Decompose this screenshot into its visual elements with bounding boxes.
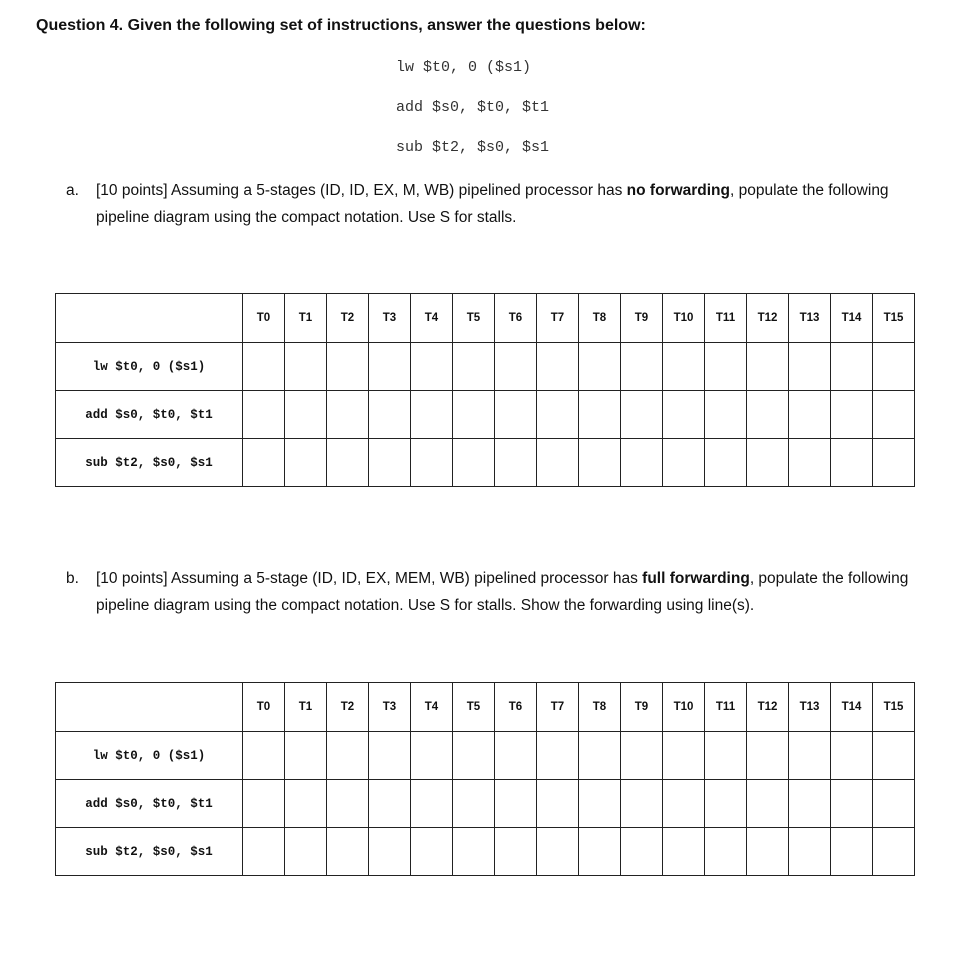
corner-cell <box>56 294 243 343</box>
pipeline-cell[interactable] <box>873 343 915 391</box>
instruction-1: lw $t0, 0 ($s1) <box>396 59 532 76</box>
instruction-label: sub $t2, $s0, $s1 <box>56 828 243 876</box>
pipeline-cell[interactable] <box>663 732 705 780</box>
time-header: T12 <box>747 683 789 732</box>
time-header: T12 <box>747 294 789 343</box>
pipeline-cell[interactable] <box>285 439 327 487</box>
pipeline-cell[interactable] <box>789 391 831 439</box>
pipeline-cell[interactable] <box>747 343 789 391</box>
pipeline-cell[interactable] <box>747 439 789 487</box>
pipeline-cell[interactable] <box>579 828 621 876</box>
time-header: T7 <box>537 294 579 343</box>
time-header: T15 <box>873 683 915 732</box>
pipeline-cell[interactable] <box>495 343 537 391</box>
pipeline-cell[interactable] <box>285 780 327 828</box>
time-header: T1 <box>285 683 327 732</box>
pipeline-cell[interactable] <box>243 391 285 439</box>
time-header: T3 <box>369 294 411 343</box>
pipeline-cell[interactable] <box>831 439 873 487</box>
pipeline-cell[interactable] <box>831 732 873 780</box>
pipeline-cell[interactable] <box>369 391 411 439</box>
part-b-bold: full forwarding <box>642 570 750 587</box>
time-header: T9 <box>621 683 663 732</box>
pipeline-cell[interactable] <box>705 343 747 391</box>
question-title: Question 4. Given the following set of instructions, answer the questions below: <box>36 17 646 34</box>
pipeline-cell[interactable] <box>537 343 579 391</box>
time-header: T10 <box>663 294 705 343</box>
pipeline-cell[interactable] <box>453 780 495 828</box>
pipeline-cell[interactable] <box>705 828 747 876</box>
pipeline-cell[interactable] <box>537 439 579 487</box>
pipeline-cell[interactable] <box>789 343 831 391</box>
pipeline-cell[interactable] <box>621 343 663 391</box>
pipeline-cell[interactable] <box>453 439 495 487</box>
pipeline-cell[interactable] <box>621 732 663 780</box>
pipeline-cell[interactable] <box>873 828 915 876</box>
table-row <box>56 391 915 439</box>
time-header: T13 <box>789 294 831 343</box>
instruction-label: add $s0, $t0, $t1 <box>56 391 243 439</box>
pipeline-cell[interactable] <box>747 732 789 780</box>
pipeline-cell[interactable] <box>243 732 285 780</box>
pipeline-cell[interactable] <box>831 780 873 828</box>
pipeline-cell[interactable] <box>831 391 873 439</box>
pipeline-cell[interactable] <box>663 391 705 439</box>
part-b-question <box>66 565 926 625</box>
time-header: T10 <box>663 683 705 732</box>
instruction-label: add $s0, $t0, $t1 <box>56 780 243 828</box>
pipeline-cell[interactable] <box>411 780 453 828</box>
pipeline-cell[interactable] <box>453 828 495 876</box>
time-header: T15 <box>873 294 915 343</box>
pipeline-cell[interactable] <box>411 343 453 391</box>
part-b-label: b. <box>66 570 79 587</box>
pipeline-cell[interactable] <box>789 732 831 780</box>
time-header: T0 <box>243 294 285 343</box>
pipeline-cell[interactable] <box>285 732 327 780</box>
pipeline-cell[interactable] <box>789 439 831 487</box>
part-b-text-end: , populate the following pipeline diagram using the compact notation. Use S for stalls. Show the forwarding using line(s). <box>96 570 909 614</box>
pipeline-cell[interactable] <box>537 828 579 876</box>
pipeline-cell[interactable] <box>579 439 621 487</box>
pipeline-cell[interactable] <box>243 780 285 828</box>
table-row <box>56 780 915 828</box>
pipeline-cell[interactable] <box>453 391 495 439</box>
time-header: T9 <box>621 294 663 343</box>
pipeline-cell[interactable] <box>411 732 453 780</box>
table-row <box>56 828 915 876</box>
time-header: T6 <box>495 683 537 732</box>
time-header: T8 <box>579 294 621 343</box>
pipeline-cell[interactable] <box>831 828 873 876</box>
time-header: T14 <box>831 294 873 343</box>
pipeline-cell[interactable] <box>495 780 537 828</box>
pipeline-cell[interactable] <box>873 439 915 487</box>
part-a-question <box>66 177 926 237</box>
pipeline-cell[interactable] <box>243 343 285 391</box>
time-header: T13 <box>789 683 831 732</box>
pipeline-cell[interactable] <box>579 391 621 439</box>
time-header: T0 <box>243 683 285 732</box>
time-header: T5 <box>453 294 495 343</box>
pipeline-cell[interactable] <box>747 780 789 828</box>
instruction-label: sub $t2, $s0, $s1 <box>56 439 243 487</box>
pipeline-cell[interactable] <box>621 780 663 828</box>
pipeline-cell[interactable] <box>285 343 327 391</box>
pipeline-cell[interactable] <box>369 780 411 828</box>
pipeline-cell[interactable] <box>453 343 495 391</box>
pipeline-cell[interactable] <box>663 343 705 391</box>
pipeline-cell[interactable] <box>621 391 663 439</box>
instruction-label: lw $t0, 0 ($s1) <box>56 343 243 391</box>
time-header: T14 <box>831 683 873 732</box>
time-header: T6 <box>495 294 537 343</box>
time-header: T11 <box>705 294 747 343</box>
pipeline-cell[interactable] <box>873 780 915 828</box>
pipeline-cell[interactable] <box>579 732 621 780</box>
pipeline-cell[interactable] <box>411 828 453 876</box>
pipeline-cell[interactable] <box>285 391 327 439</box>
pipeline-cell[interactable] <box>747 391 789 439</box>
time-header: T8 <box>579 683 621 732</box>
pipeline-table-b <box>55 682 915 876</box>
pipeline-cell[interactable] <box>327 732 369 780</box>
pipeline-cell[interactable] <box>453 732 495 780</box>
pipeline-cell[interactable] <box>789 780 831 828</box>
time-header: T2 <box>327 294 369 343</box>
time-header: T11 <box>705 683 747 732</box>
table-row <box>56 439 915 487</box>
pipeline-cell[interactable] <box>537 391 579 439</box>
pipeline-cell[interactable] <box>705 391 747 439</box>
part-a-text: [10 points] Assuming a 5-stages (ID, ID, EX, M, WB) pipelined processor has <box>96 182 627 199</box>
part-a-text-end: , populate the following pipeline diagram using the compact notation. Use S for stalls. <box>96 182 889 226</box>
pipeline-cell[interactable] <box>663 828 705 876</box>
time-header: T5 <box>453 683 495 732</box>
pipeline-cell[interactable] <box>495 828 537 876</box>
time-header: T4 <box>411 683 453 732</box>
table-row <box>56 732 915 780</box>
part-a-bold: no forwarding <box>626 182 730 199</box>
pipeline-cell[interactable] <box>873 391 915 439</box>
pipeline-table-a <box>55 293 915 487</box>
pipeline-cell[interactable] <box>663 439 705 487</box>
pipeline-cell[interactable] <box>369 343 411 391</box>
pipeline-cell[interactable] <box>285 828 327 876</box>
part-a-label: a. <box>66 182 79 199</box>
pipeline-cell[interactable] <box>705 732 747 780</box>
time-header: T1 <box>285 294 327 343</box>
pipeline-cell[interactable] <box>411 439 453 487</box>
pipeline-cell[interactable] <box>327 391 369 439</box>
instruction-label: lw $t0, 0 ($s1) <box>56 732 243 780</box>
pipeline-cell[interactable] <box>663 780 705 828</box>
pipeline-cell[interactable] <box>873 732 915 780</box>
pipeline-cell[interactable] <box>243 828 285 876</box>
pipeline-cell[interactable] <box>579 780 621 828</box>
pipeline-cell[interactable] <box>327 343 369 391</box>
pipeline-cell[interactable] <box>243 439 285 487</box>
corner-cell <box>56 683 243 732</box>
time-header: T7 <box>537 683 579 732</box>
pipeline-cell[interactable] <box>495 732 537 780</box>
pipeline-cell[interactable] <box>411 391 453 439</box>
pipeline-cell[interactable] <box>831 343 873 391</box>
pipeline-cell[interactable] <box>369 439 411 487</box>
pipeline-cell[interactable] <box>705 439 747 487</box>
pipeline-cell[interactable] <box>747 828 789 876</box>
time-header: T4 <box>411 294 453 343</box>
pipeline-cell[interactable] <box>369 732 411 780</box>
part-b-text: [10 points] Assuming a 5-stage (ID, ID, EX, MEM, WB) pipelined processor has <box>96 570 643 587</box>
time-header: T3 <box>369 683 411 732</box>
pipeline-cell[interactable] <box>789 828 831 876</box>
pipeline-cell[interactable] <box>495 439 537 487</box>
pipeline-cell[interactable] <box>369 828 411 876</box>
pipeline-cell[interactable] <box>327 828 369 876</box>
time-header: T2 <box>327 683 369 732</box>
pipeline-cell[interactable] <box>621 439 663 487</box>
pipeline-cell[interactable] <box>327 439 369 487</box>
pipeline-cell[interactable] <box>705 780 747 828</box>
pipeline-cell[interactable] <box>579 343 621 391</box>
pipeline-cell[interactable] <box>537 780 579 828</box>
pipeline-cell[interactable] <box>495 391 537 439</box>
pipeline-cell[interactable] <box>327 780 369 828</box>
pipeline-cell[interactable] <box>621 828 663 876</box>
table-row <box>56 343 915 391</box>
instruction-3: sub $t2, $s0, $s1 <box>396 139 550 156</box>
instruction-2: add $s0, $t0, $t1 <box>396 99 550 116</box>
pipeline-cell[interactable] <box>537 732 579 780</box>
